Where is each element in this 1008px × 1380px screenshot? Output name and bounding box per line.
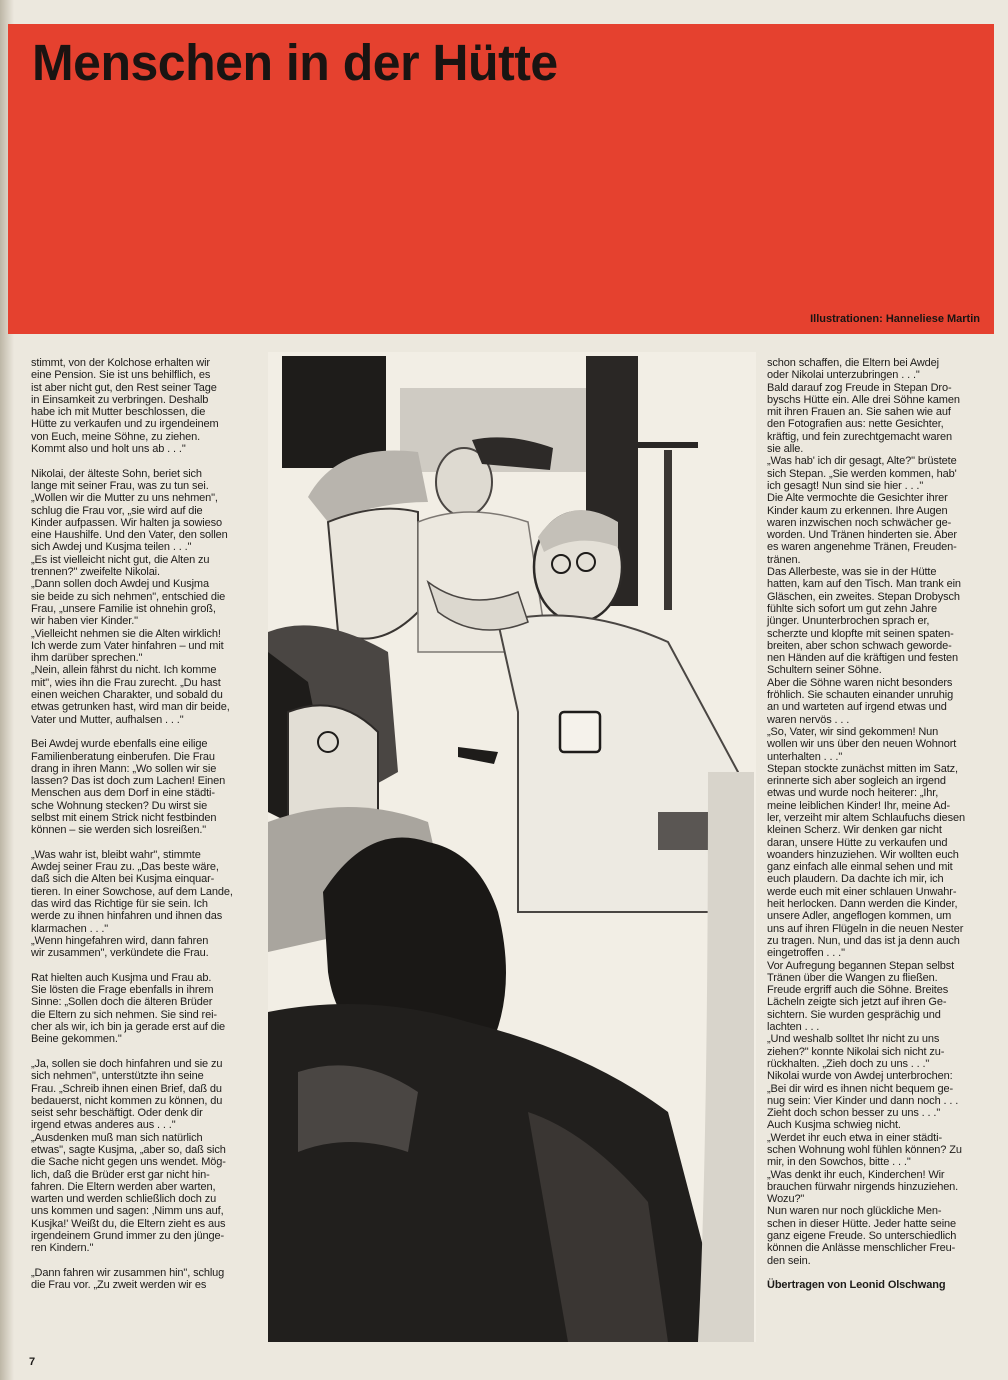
text-line: wir haben vier Kinder." bbox=[31, 615, 138, 628]
text-line: „Dann fahren wir zusammen hin", schlug bbox=[31, 1266, 225, 1279]
text-line: Frau, „unsere Familie ist ohnehin groß, bbox=[31, 602, 216, 615]
text-line: ziehen?" konnte Nikolai sich nicht zu- bbox=[767, 1045, 945, 1058]
text-line: schen in dieser Hütte. Jeder hatte seine bbox=[767, 1217, 957, 1230]
translator-credit: Übertragen von Leonid Olschwang bbox=[767, 1279, 946, 1292]
text-line: nen Händen auf die kräftigen und festen bbox=[767, 652, 959, 665]
text-line: werde zu ihnen hinfahren und ihnen das bbox=[31, 910, 223, 923]
text-line: sich Stepan. „Sie werden kommen, hab' bbox=[767, 467, 957, 480]
text-line: nug sein: Vier Kinder und dann noch . . . bbox=[767, 1094, 959, 1107]
text-line: jünger. Ununterbrochen sprach er, bbox=[767, 615, 930, 628]
text-line: uns kommen und sagen: ‚Nimm uns auf, bbox=[31, 1205, 224, 1218]
text-line: etwas", sagte Kusjma, „aber so, daß sich bbox=[31, 1144, 226, 1156]
text-line: die Eltern zu sich nehmen. Sie sind rei- bbox=[31, 1008, 217, 1021]
text-line: „Bei dir wird es ihnen nicht bequem ge- bbox=[767, 1082, 954, 1095]
text-line: Sinne: „Sollen doch die älteren Brüder bbox=[31, 996, 213, 1009]
text-line: Familienberatung einberufen. Die Frau bbox=[31, 750, 215, 763]
text-line: das wird das Richtige für sie sein. Ich bbox=[31, 898, 208, 911]
text-line: Kinder kaum zu erkennen. Ihre Augen bbox=[767, 504, 948, 517]
text-line: ganz einfach alle einmal sehen und mit bbox=[767, 861, 953, 874]
text-line: lassen? Das ist doch zum Lachen! Einen bbox=[31, 775, 226, 788]
text-line: eine Haushilfe. Und den Vater, den sollen bbox=[31, 529, 228, 542]
text-line: ist aber nicht gut, den Rest seiner Tage bbox=[31, 381, 217, 394]
text-line: woanders hinzuziehen. Wir wollten euch bbox=[767, 848, 959, 861]
text-line: werde euch mit einer schlauen Unwahr- bbox=[767, 885, 957, 898]
text-line: tränen. bbox=[767, 553, 801, 566]
text-line: sche Wohnung stecken? Du wirst sie bbox=[31, 799, 208, 812]
text-line: Vater und Mutter, aufhalsen . . ." bbox=[31, 713, 184, 726]
text-line: trennen?" zweifelte Nikolai. bbox=[31, 566, 160, 579]
text-line: etwas getrunken hast, wird man dir beide, bbox=[31, 701, 230, 714]
text-line: waren nervös . . . bbox=[767, 713, 850, 726]
text-line: den Fotografien aus: nette Gesichter, bbox=[767, 418, 944, 431]
text-line: Awdej seiner Frau zu. „Das beste wäre, bbox=[31, 861, 219, 874]
text-line: Ich werde zum Vater hinfahren – und mit bbox=[31, 639, 224, 652]
left-paragraph bbox=[31, 972, 256, 1046]
text-line: sie alle. bbox=[767, 443, 804, 456]
text-line: „Wenn hingefahren wird, dann fahren bbox=[31, 934, 209, 947]
text-line: Menschen aus dem Dorf in eine städti- bbox=[31, 787, 215, 800]
left-paragraph bbox=[31, 468, 256, 726]
text-line: an und warteten auf irgend etwas und bbox=[767, 701, 947, 714]
mug bbox=[560, 712, 600, 752]
dark-window bbox=[282, 356, 386, 468]
text-line: warten und werden schließlich doch zu bbox=[31, 1193, 217, 1206]
text-line: Aber die Söhne waren nicht besonders bbox=[767, 676, 953, 689]
right-column-text bbox=[767, 357, 992, 1267]
text-line: bedauerst, nicht kommen zu können, du bbox=[31, 1094, 223, 1107]
text-line: schon schaffen, die Eltern bei Awdej bbox=[767, 357, 940, 369]
illustration bbox=[268, 352, 756, 1342]
text-line: fühlte sich sofort um gut zehn Jahre bbox=[767, 602, 937, 615]
text-line: Kusjka!' Weißt du, die Eltern zieht es aus bbox=[31, 1217, 226, 1230]
text-line: können – sie werden sich losreißen." bbox=[31, 824, 207, 837]
text-line: hatten, kam auf den Tisch. Man trank ein bbox=[767, 578, 961, 591]
text-line: mit ihren Frauen an. Sie sahen wie auf bbox=[767, 406, 951, 419]
text-line: kräftig, und fein zurechtgemacht waren bbox=[767, 430, 952, 443]
text-line: daß sich die Alten bei Kusjma einquar- bbox=[31, 873, 215, 886]
text-line: Rat hielten auch Kusjma und Frau ab. bbox=[31, 971, 212, 984]
text-line: wir zusammen", verkündete die Frau. bbox=[31, 947, 209, 960]
text-line: ich gesagt! Nun sind sie hier . . ." bbox=[767, 479, 924, 492]
text-line: schlug die Frau vor, „sie wird auf die bbox=[31, 504, 203, 517]
text-line: uns auf ihren Flügeln in die neuen Nester bbox=[767, 922, 964, 935]
text-line: „Dann sollen doch Awdej und Kusjma bbox=[31, 578, 209, 591]
text-line: tieren. In einer Sowchose, auf dem Lande, bbox=[31, 885, 233, 898]
text-line: Die Alte vermochte die Gesichter ihrer bbox=[767, 492, 948, 505]
text-line: Tränen über die Wangen zu fließen. bbox=[767, 971, 938, 984]
text-line: Stepan stockte zunächst mitten im Satz, bbox=[767, 762, 958, 775]
text-line: ler, verzeiht mir altem Schlaufuchs diesen bbox=[767, 811, 965, 824]
text-line: Nikolai wurde von Awdej unterbrochen: bbox=[767, 1070, 953, 1083]
text-line: eine Pension. Sie ist uns behilflich, es bbox=[31, 369, 211, 382]
text-line: Sie lösten die Frage ebenfalls in ihrem bbox=[31, 984, 214, 997]
text-line: breiten, aber schon schwach geworde- bbox=[767, 639, 952, 652]
left-paragraph bbox=[31, 357, 256, 455]
text-line: heit herlocken. Dann werden die Kinder, bbox=[767, 898, 958, 911]
text-line: „Vielleicht nehmen sie die Alten wirklich! bbox=[31, 627, 221, 640]
text-line: seist sehr beschäftigt. Oder denk dir bbox=[31, 1107, 203, 1120]
text-line: „Wollen wir die Mutter zu uns nehmen", bbox=[31, 492, 218, 505]
text-line: sie beide zu sich nehmen", entschied die bbox=[31, 590, 226, 603]
text-line: wollen wir uns über den neuen Wohnort bbox=[767, 738, 957, 751]
text-line: Beine gekommen." bbox=[31, 1033, 122, 1046]
left-paragraph bbox=[31, 1267, 256, 1292]
page-title: Menschen in der Hütte bbox=[32, 34, 558, 91]
text-line: erinnerte sich aber sogleich an irgend bbox=[767, 775, 946, 788]
text-line: schen Wohnung wohl fühlen können? Zu bbox=[767, 1144, 962, 1156]
text-line: Frau. „Schreib ihnen einen Brief, daß du bbox=[31, 1082, 222, 1095]
text-line: sichtern. Sie wurden gesprächig und bbox=[767, 1008, 941, 1021]
post-right bbox=[664, 450, 672, 610]
text-line: waren inzwischen noch schwächer ge- bbox=[767, 516, 952, 529]
text-line: „Und weshalb solltet Ihr nicht zu uns bbox=[767, 1033, 940, 1046]
text-line: es waren angenehme Tränen, Freuden- bbox=[767, 541, 957, 554]
text-line: Kommt also und holt uns ab . . ." bbox=[31, 443, 186, 456]
text-line: unterhalten . . ." bbox=[767, 750, 843, 763]
text-line: „Was denkt ihr euch, Kinderchen! Wir bbox=[767, 1168, 945, 1181]
text-line: ganz eigene Freude. So unterschiedlich bbox=[767, 1230, 957, 1243]
text-line: „Ausdenken muß man sich natürlich bbox=[31, 1131, 203, 1144]
text-line: die Sache nicht gegen uns wendet. Mög- bbox=[31, 1156, 226, 1169]
text-line: Lächeln zeigte sich jetzt auf ihren Ge- bbox=[767, 996, 947, 1009]
text-line: Hütte zu verkaufen und zu irgendeinem bbox=[31, 418, 219, 431]
text-line: Wozu?" bbox=[767, 1193, 805, 1206]
text-line: in Einsamkeit zu verbringen. Deshalb bbox=[31, 393, 209, 406]
text-line: ren Kindern." bbox=[31, 1242, 94, 1255]
text-line: den sein. bbox=[767, 1254, 811, 1267]
text-line: zu tragen. Nun, und das ist ja denn auch bbox=[767, 934, 960, 947]
text-line: worden. Und Tränen hinderten sie. Aber bbox=[767, 529, 957, 542]
text-line: „Es ist vielleicht nicht gut, die Alten zu bbox=[31, 553, 210, 566]
text-line: scherzte und klopfte mit seinen spaten- bbox=[767, 627, 954, 640]
text-line: irgend etwas anderes aus . . ." bbox=[31, 1119, 176, 1132]
text-line: „Ja, sollen sie doch hinfahren und sie zu bbox=[31, 1057, 223, 1070]
left-text-column bbox=[31, 357, 256, 1304]
left-paragraph bbox=[31, 738, 256, 836]
left-paragraph bbox=[31, 1058, 256, 1255]
text-line: daran, unsere Hütte zu verkaufen und bbox=[767, 836, 948, 849]
text-line: sich Awdej und Kusjma teilen . . ." bbox=[31, 541, 192, 554]
text-line: „Nein, allein fährst du nicht. Ich komme bbox=[31, 664, 217, 677]
text-line: rückhalten. „Zieh doch zu uns . . ." bbox=[767, 1057, 930, 1070]
text-line: Freude ergriff auch die Söhne. Breites bbox=[767, 984, 949, 997]
text-line: Nikolai, der älteste Sohn, beriet sich bbox=[31, 467, 202, 480]
text-line: Nun waren nur noch glückliche Men- bbox=[767, 1205, 942, 1218]
face-left bbox=[328, 509, 418, 639]
text-line: lange mit seiner Frau, was zu tun sei. bbox=[31, 479, 209, 492]
text-line: unsere Adler, angeflogen kommen, um bbox=[767, 910, 952, 923]
text-line: Kinder aufpassen. Wir halten ja sowieso bbox=[31, 516, 222, 529]
text-line: irgendeinem Grund immer zu den jünge- bbox=[31, 1230, 225, 1243]
beam bbox=[598, 442, 698, 448]
text-line: sich nehmen", unterstützte ihn seine bbox=[31, 1070, 204, 1083]
text-line: „Was wahr ist, bleibt wahr", stimmte bbox=[31, 848, 201, 861]
text-line: „Was hab' ich dir gesagt, Alte?" brüstete bbox=[767, 455, 957, 468]
text-line: kleinen Scherz. Wir denken gar nicht bbox=[767, 824, 942, 837]
text-line: byschs Hütte ein. Alle drei Söhne kamen bbox=[767, 393, 960, 406]
text-line: mit", wies ihn die Frau zurecht. „Du hast bbox=[31, 676, 221, 689]
right-text-column bbox=[767, 357, 992, 1292]
text-line: können die Anlässe menschlicher Freu- bbox=[767, 1242, 956, 1255]
text-line: Bei Awdej wurde ebenfalls eine eilige bbox=[31, 738, 208, 751]
text-line: ihm darüber sprechen." bbox=[31, 652, 143, 665]
left-paragraph bbox=[31, 849, 256, 960]
text-line: „Werdet ihr euch etwa in einer städti- bbox=[767, 1131, 942, 1144]
text-line: stimmt, von der Kolchose erhalten wir bbox=[31, 357, 210, 369]
text-line: Das Allerbeste, was sie in der Hütte bbox=[767, 566, 937, 579]
text-line: fröhlich. Sie schauten einander unruhig bbox=[767, 689, 954, 702]
text-line: von Euch, meine Söhne, zu ziehen. bbox=[31, 430, 201, 443]
text-line: habe ich mit Mutter beschlossen, die bbox=[31, 406, 206, 419]
text-line: lich, daß die Brüder erst gar nicht hin- bbox=[31, 1168, 210, 1181]
text-line: lachten . . . bbox=[767, 1021, 820, 1034]
text-line: drang in ihren Mann: „Wo sollen wir sie bbox=[31, 762, 217, 775]
text-line: oder Nikolai unterzubringen . . ." bbox=[767, 369, 920, 382]
text-line: eingetroffen . . ." bbox=[767, 947, 845, 960]
text-line: die Frau vor. „Zu zweit werden wir es bbox=[31, 1279, 207, 1292]
text-line: Bald darauf zog Freude in Stepan Dro- bbox=[767, 381, 952, 394]
text-line: Gläschen, ein zweites. Stepan Drobysch bbox=[767, 590, 960, 603]
text-line: selbst mit einem Strick nicht festbinden bbox=[31, 811, 217, 824]
text-line: brauchen fürwahr nirgends hinzuziehen. bbox=[767, 1180, 959, 1193]
text-line: einen weichen Charakter, und sobald du bbox=[31, 689, 223, 702]
illustration-credit: Illustrationen: Hanneliese Martin bbox=[810, 313, 980, 325]
text-line: Auch Kusjma schwieg nicht. bbox=[767, 1119, 901, 1132]
text-line: fahren. Die Eltern werden aber warten, bbox=[31, 1180, 216, 1193]
text-line: Schultern seiner Söhne. bbox=[767, 664, 882, 677]
text-line: „So, Vater, wir sind gekommen! Nun bbox=[767, 725, 939, 738]
text-line: Vor Aufregung begannen Stepan selbst bbox=[767, 959, 955, 972]
page-number: 7 bbox=[29, 1356, 36, 1368]
title-banner bbox=[8, 24, 994, 334]
text-line: Zieht doch schon besser zu uns . . ." bbox=[767, 1107, 941, 1120]
text-line: mir, in den Sowchos, bitte . . ." bbox=[767, 1156, 911, 1169]
text-line: euch plaudern. Da dachte ich mir, ich bbox=[767, 873, 944, 886]
text-line: cher als wir, ich bin ja gerade erst auf die bbox=[31, 1021, 226, 1034]
text-line: meine leiblichen Kinder! Ihr, meine Ad- bbox=[767, 799, 951, 812]
text-line: klarmachen . . ." bbox=[31, 922, 109, 935]
text-line: etwas und wurde noch heiterer: „Ihr, bbox=[767, 787, 939, 800]
